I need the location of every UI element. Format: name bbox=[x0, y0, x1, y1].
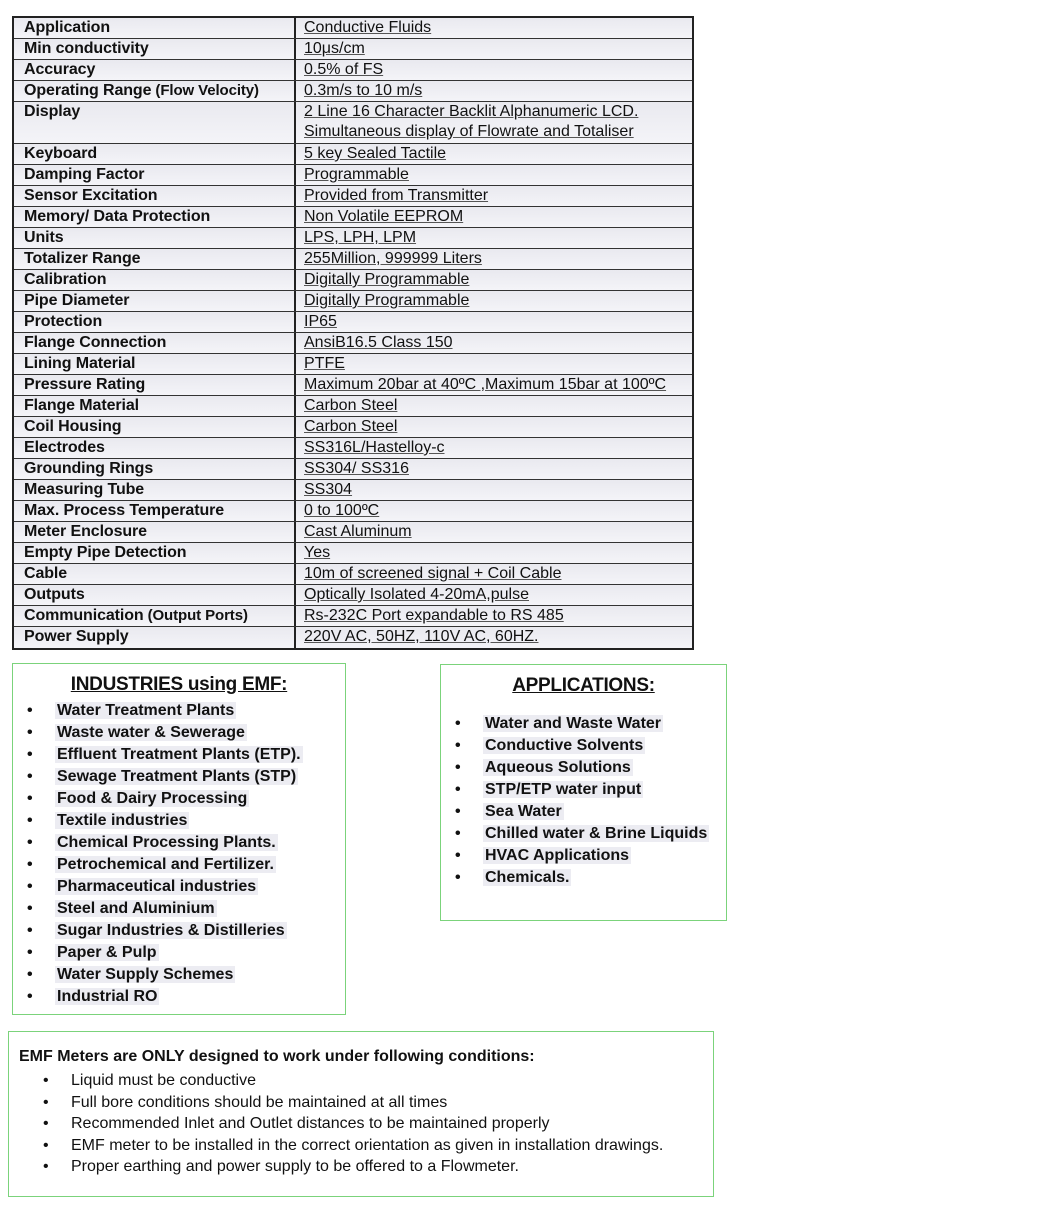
spec-value-line: Yes bbox=[304, 544, 331, 561]
list-item-text: Aqueous Solutions bbox=[485, 759, 631, 776]
spec-row bbox=[14, 312, 692, 333]
spec-label bbox=[14, 39, 296, 59]
spec-row bbox=[14, 417, 692, 438]
spec-label bbox=[14, 501, 296, 521]
list-item-text: EMF meter to be installed in the correct orientation as given in installation drawings. bbox=[71, 1136, 664, 1154]
spec-label bbox=[14, 438, 296, 458]
spec-label bbox=[14, 270, 296, 290]
list-item bbox=[43, 1113, 713, 1135]
list-item bbox=[27, 810, 345, 832]
spec-label-text: Totalizer Range bbox=[24, 250, 141, 267]
list-item-text: Liquid must be conductive bbox=[71, 1072, 256, 1089]
list-item-text: Recommended Inlet and Outlet distances to be maintained properly bbox=[71, 1115, 550, 1133]
spec-label-text: Electrodes bbox=[24, 439, 105, 456]
spec-value bbox=[296, 417, 692, 437]
spec-value bbox=[296, 396, 692, 416]
spec-label-text: Protection bbox=[24, 313, 103, 330]
spec-row bbox=[14, 291, 692, 312]
spec-value bbox=[296, 291, 692, 311]
spec-label-text: Damping Factor bbox=[24, 166, 145, 183]
spec-value bbox=[296, 438, 692, 458]
spec-label bbox=[14, 606, 296, 626]
list-item-text: Water and Waste Water bbox=[485, 715, 662, 732]
spec-label-text: Communication bbox=[24, 607, 144, 624]
conditions-box bbox=[8, 1031, 714, 1197]
spec-label bbox=[14, 60, 296, 80]
list-item bbox=[455, 867, 726, 889]
spec-row bbox=[14, 81, 692, 102]
list-item-text: Chemical Processing Plants. bbox=[57, 834, 276, 851]
spec-label-text: Meter Enclosure bbox=[24, 523, 147, 540]
spec-value-line: 0.3m/s to 10 m/s bbox=[304, 82, 423, 99]
spec-label-text: Keyboard bbox=[24, 145, 97, 162]
list-item bbox=[455, 757, 726, 779]
list-item bbox=[43, 1092, 713, 1114]
spec-label bbox=[14, 522, 296, 542]
spec-value bbox=[296, 564, 692, 584]
list-item-text: Water Supply Schemes bbox=[57, 966, 234, 983]
list-item bbox=[27, 876, 345, 898]
spec-row bbox=[14, 564, 692, 585]
spec-label-text: Operating Range bbox=[24, 82, 152, 99]
list-item bbox=[455, 823, 726, 845]
spec-value bbox=[296, 333, 692, 353]
list-item bbox=[27, 700, 345, 722]
spec-label bbox=[14, 354, 296, 374]
list-item bbox=[27, 920, 345, 942]
list-item-text: Chemicals. bbox=[485, 869, 570, 886]
spec-label-text: Memory/ Data Protection bbox=[24, 208, 211, 225]
spec-value bbox=[296, 186, 692, 206]
spec-value bbox=[296, 39, 692, 59]
spec-value-line: Maximum 20bar at 40ºC ,Maximum 15bar at 100ºC bbox=[304, 376, 667, 393]
spec-label-text: Power Supply bbox=[24, 628, 129, 645]
spec-value-line: Digitally Programmable bbox=[304, 292, 470, 309]
spec-value-line: Non Volatile EEPROM bbox=[304, 208, 464, 225]
list-item bbox=[27, 854, 345, 876]
list-item-text: Water Treatment Plants bbox=[57, 702, 235, 719]
spec-label bbox=[14, 396, 296, 416]
spec-row bbox=[14, 39, 692, 60]
spec-label bbox=[14, 228, 296, 248]
spec-value-line: 5 key Sealed Tactile bbox=[304, 145, 447, 162]
spec-value bbox=[296, 627, 692, 648]
spec-label-text: Empty Pipe Detection bbox=[24, 544, 187, 561]
list-item-text: Conductive Solvents bbox=[485, 737, 644, 754]
industries-box bbox=[12, 663, 346, 1015]
list-item bbox=[27, 942, 345, 964]
list-item-text: Paper & Pulp bbox=[57, 944, 157, 961]
conditions-list bbox=[9, 1070, 713, 1178]
list-item-text: Textile industries bbox=[57, 812, 188, 829]
spec-label-text: Measuring Tube bbox=[24, 481, 145, 498]
list-item-text: Petrochemical and Fertilizer. bbox=[57, 856, 274, 873]
spec-value-line: 10μs/cm bbox=[304, 40, 365, 57]
spec-label-text: Cable bbox=[24, 565, 68, 582]
spec-row bbox=[14, 333, 692, 354]
spec-value bbox=[296, 249, 692, 269]
spec-value-line-2: Simultaneous display of Flowrate and Totaliser bbox=[304, 123, 634, 140]
spec-label-text: Outputs bbox=[24, 586, 85, 603]
spec-value-line: Rs-232C Port expandable to RS 485 bbox=[304, 607, 564, 624]
spec-value-line: Digitally Programmable bbox=[304, 271, 470, 288]
spec-label-text: Max. Process Temperature bbox=[24, 502, 225, 519]
list-item bbox=[43, 1156, 713, 1178]
list-item bbox=[27, 986, 345, 1008]
spec-row bbox=[14, 585, 692, 606]
spec-value bbox=[296, 606, 692, 626]
list-item-text: STP/ETP water input bbox=[485, 781, 642, 798]
list-item bbox=[27, 788, 345, 810]
spec-label bbox=[14, 165, 296, 185]
spec-row bbox=[14, 228, 692, 249]
spec-label bbox=[14, 564, 296, 584]
spec-value-line: 220V AC, 50HZ, 110V AC, 60HZ. bbox=[304, 628, 539, 645]
spec-value-line: 2 Line 16 Character Backlit Alphanumeric LCD. bbox=[304, 103, 639, 120]
spec-label bbox=[14, 81, 296, 101]
spec-label bbox=[14, 543, 296, 563]
spec-value-line: LPS, LPH, LPM bbox=[304, 229, 417, 246]
spec-value-line: 255Million, 999999 Liters bbox=[304, 250, 482, 267]
list-item-text: Full bore conditions should be maintained at all times bbox=[71, 1093, 448, 1111]
spec-row bbox=[14, 459, 692, 480]
spec-value bbox=[296, 270, 692, 290]
spec-value-line: SS304/ SS316 bbox=[304, 460, 409, 477]
spec-row bbox=[14, 543, 692, 564]
spec-value bbox=[296, 228, 692, 248]
list-item-text: Sugar Industries & Distilleries bbox=[57, 922, 285, 939]
spec-value bbox=[296, 375, 692, 395]
list-item-text: Chilled water & Brine Liquids bbox=[485, 825, 708, 842]
spec-row bbox=[14, 102, 692, 144]
spec-label-text: Calibration bbox=[24, 271, 107, 288]
list-item bbox=[27, 832, 345, 854]
spec-value-line: SS316L/Hastelloy-c bbox=[304, 439, 445, 456]
spec-label-note: (Output Ports) bbox=[147, 607, 248, 624]
spec-row bbox=[14, 249, 692, 270]
spec-label bbox=[14, 186, 296, 206]
spec-label-text: Grounding Rings bbox=[24, 460, 154, 477]
spec-label bbox=[14, 207, 296, 227]
list-item-text: Sewage Treatment Plants (STP) bbox=[57, 768, 297, 785]
spec-value-line: PTFE bbox=[304, 355, 345, 372]
list-item bbox=[27, 722, 345, 744]
spec-label bbox=[14, 627, 296, 648]
spec-label-text: Accuracy bbox=[24, 61, 96, 78]
list-item bbox=[27, 898, 345, 920]
list-item bbox=[455, 845, 726, 867]
list-item-text: HVAC Applications bbox=[485, 847, 630, 864]
list-item-text: Industrial RO bbox=[57, 988, 158, 1005]
applications-title: APPLICATIONS: bbox=[512, 675, 655, 696]
spec-value bbox=[296, 312, 692, 332]
spec-value-line: 0 to 100ºC bbox=[304, 502, 380, 519]
spec-value-line: SS304 bbox=[304, 481, 353, 498]
spec-label bbox=[14, 249, 296, 269]
spec-value bbox=[296, 480, 692, 500]
spec-label bbox=[14, 417, 296, 437]
list-item-text: Waste water & Sewerage bbox=[57, 724, 245, 741]
spec-value-line: Cast Aluminum bbox=[304, 523, 412, 540]
spec-row bbox=[14, 375, 692, 396]
spec-label-text: Coil Housing bbox=[24, 418, 122, 435]
spec-label-text: Flange Material bbox=[24, 397, 139, 414]
spec-value bbox=[296, 102, 692, 143]
spec-row bbox=[14, 522, 692, 543]
spec-value-line: Provided from Transmitter bbox=[304, 187, 489, 204]
list-item-text: Steel and Aluminium bbox=[57, 900, 215, 917]
spec-label bbox=[14, 480, 296, 500]
spec-value bbox=[296, 207, 692, 227]
spec-row bbox=[14, 438, 692, 459]
spec-label bbox=[14, 18, 296, 38]
spec-row bbox=[14, 18, 692, 39]
spec-label bbox=[14, 102, 296, 143]
list-item-text: Food & Dairy Processing bbox=[57, 790, 248, 807]
spec-row bbox=[14, 501, 692, 522]
spec-value-line: Carbon Steel bbox=[304, 418, 398, 435]
spec-value-line: AnsiB16.5 Class 150 bbox=[304, 334, 453, 351]
spec-label bbox=[14, 291, 296, 311]
spec-label bbox=[14, 585, 296, 605]
spec-label-text: Sensor Excitation bbox=[24, 187, 158, 204]
list-item bbox=[43, 1070, 713, 1092]
spec-row bbox=[14, 480, 692, 501]
applications-list bbox=[441, 713, 726, 889]
spec-label-note: (Flow Velocity) bbox=[155, 82, 259, 99]
spec-value bbox=[296, 165, 692, 185]
spec-value bbox=[296, 81, 692, 101]
spec-value bbox=[296, 459, 692, 479]
spec-row bbox=[14, 606, 692, 627]
spec-value-line: 0.5% of FS bbox=[304, 61, 384, 78]
spec-label-text: Application bbox=[24, 19, 111, 36]
spec-value bbox=[296, 18, 692, 38]
spec-row bbox=[14, 396, 692, 417]
spec-value-line: Conductive Fluids bbox=[304, 19, 432, 36]
spec-value bbox=[296, 585, 692, 605]
spec-row bbox=[14, 165, 692, 186]
spec-value bbox=[296, 501, 692, 521]
list-item-text: Pharmaceutical industries bbox=[57, 878, 257, 895]
spec-label-text: Min conductivity bbox=[24, 40, 149, 57]
list-item bbox=[455, 779, 726, 801]
spec-value-line: Optically Isolated 4-20mA,pulse bbox=[304, 586, 529, 603]
spec-label-text: Display bbox=[24, 103, 81, 120]
spec-row bbox=[14, 186, 692, 207]
spec-label-text: Pipe Diameter bbox=[24, 292, 130, 309]
spec-value-line: 10m of screened signal + Coil Cable bbox=[304, 565, 562, 582]
conditions-title: EMF Meters are ONLY designed to work under following conditions: bbox=[19, 1048, 535, 1065]
specification-table bbox=[12, 16, 694, 650]
spec-row bbox=[14, 354, 692, 375]
spec-value bbox=[296, 522, 692, 542]
list-item bbox=[27, 766, 345, 788]
list-item bbox=[455, 713, 726, 735]
spec-value-line: Carbon Steel bbox=[304, 397, 398, 414]
industries-list bbox=[13, 700, 345, 1008]
spec-value-line: Programmable bbox=[304, 166, 409, 183]
spec-label bbox=[14, 375, 296, 395]
spec-value bbox=[296, 144, 692, 164]
list-item-text: Sea Water bbox=[485, 803, 562, 820]
spec-label bbox=[14, 333, 296, 353]
list-item bbox=[43, 1135, 713, 1157]
list-item bbox=[27, 744, 345, 766]
spec-label-text: Flange Connection bbox=[24, 334, 167, 351]
spec-label bbox=[14, 312, 296, 332]
spec-row bbox=[14, 60, 692, 81]
list-item bbox=[455, 735, 726, 757]
spec-label bbox=[14, 459, 296, 479]
spec-label-text: Lining Material bbox=[24, 355, 136, 372]
list-item-text: Proper earthing and power supply to be offered to a Flowmeter. bbox=[71, 1158, 519, 1176]
spec-row bbox=[14, 207, 692, 228]
list-item-text: Effluent Treatment Plants (ETP). bbox=[57, 746, 301, 763]
spec-row bbox=[14, 144, 692, 165]
industries-title: INDUSTRIES using EMF: bbox=[70, 674, 288, 695]
applications-box bbox=[440, 664, 727, 921]
spec-label-text: Pressure Rating bbox=[24, 376, 146, 393]
spec-row bbox=[14, 270, 692, 291]
spec-label-text: Units bbox=[24, 229, 64, 246]
spec-value bbox=[296, 543, 692, 563]
list-item bbox=[27, 964, 345, 986]
spec-row bbox=[14, 627, 692, 648]
list-item bbox=[455, 801, 726, 823]
spec-value-line: IP65 bbox=[304, 313, 337, 330]
spec-value bbox=[296, 60, 692, 80]
spec-label bbox=[14, 144, 296, 164]
spec-value bbox=[296, 354, 692, 374]
